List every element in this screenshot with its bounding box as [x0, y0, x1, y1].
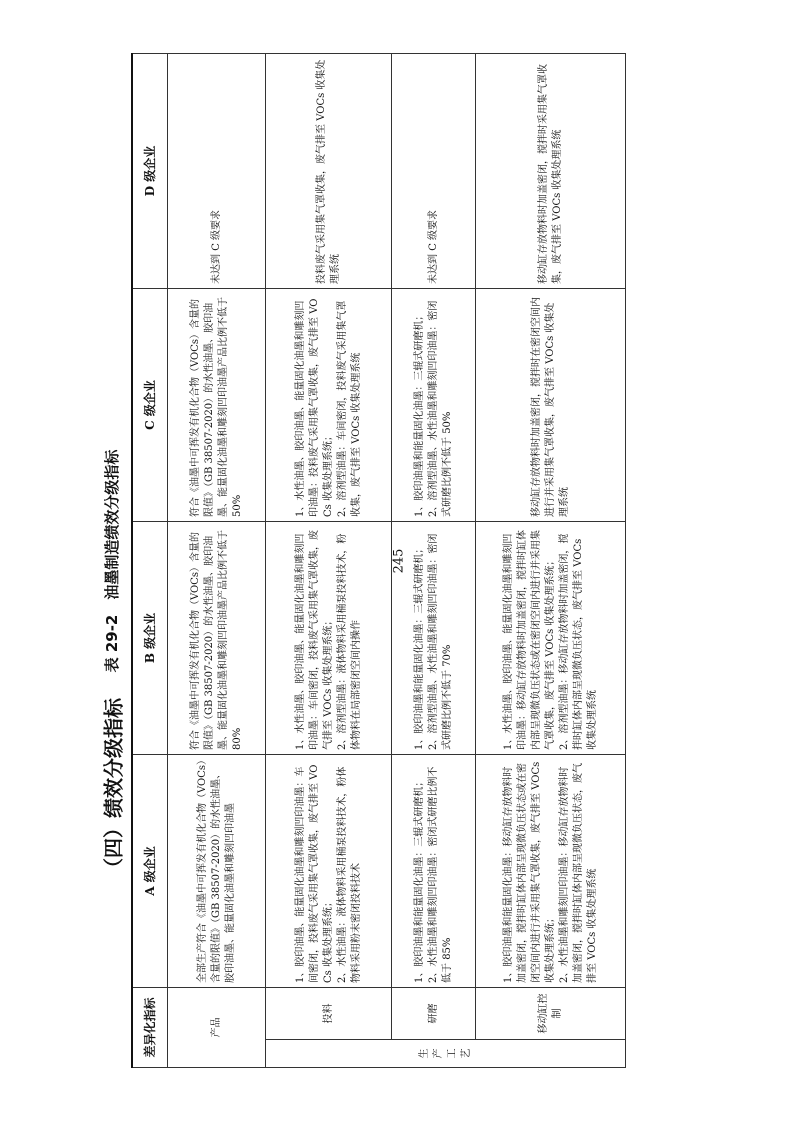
- table-caption: 表 29-2 油墨制造绩效分级指标: [102, 449, 121, 673]
- header-a: A 级企业: [132, 754, 168, 987]
- cell-b: 1、水性油墨、胶印油墨、能量固化油墨和雕刻凹印油墨：移动缸存放物料时加盖密闭，搅拌时缸体内部呈现微负压状态或在密闭空间内进行并采用集气罩收集，废气排至 VOCs 收集处理系统； 2、溶剂型油墨：移动缸存放物料时加盖密闭，搅拌时缸体内部呈现微负压状态，废气排至 VOCs 收集处理系统: [475, 521, 625, 754]
- row-sub-grinding: 研磨: [391, 987, 475, 1039]
- cell-c: 移动缸存放物料时加盖密闭，搅拌时在密闭空间内进行并采用集气罩收集，废气排至 VOCs 收集处理系统: [475, 288, 625, 521]
- cell-c: 1、水性油墨、胶印油墨、能量固化油墨和雕刻凹印油墨：投料废气采用集气罩收集，废气排至 VOCs 收集处理系统； 2、溶剂型油墨：车间密闭，投料废气采用集气罩收集，废气排至 VOCs 收集处理系统: [265, 288, 391, 521]
- performance-grading-table: [131, 53, 626, 1068]
- table-row: [265, 53, 391, 1067]
- header-indicator: 差异化指标: [132, 987, 168, 1067]
- row-sub-feeding: 投料: [265, 987, 391, 1039]
- cell-d: 未达到 C 级要求: [391, 53, 475, 288]
- header-row: [132, 53, 168, 1067]
- row-category-process: 生产工艺: [265, 1040, 625, 1068]
- cell-a: 1、胶印油墨和能量固化油墨：移动缸存放物料时加盖密闭，搅拌时缸体内部呈现微负压状态或在密闭空间内进行并采用集气罩收集，废气排至 VOCs 收集处理系统； 2、水性油墨和雕刻凹印油墨：移动缸存放物料时加盖密闭，搅拌时缸体内部呈现微负压状态，废气排至 VOCs 收集处理系统: [475, 754, 625, 987]
- header-b: B 级企业: [132, 521, 168, 754]
- cell-d: 移动缸存放物料时加盖密闭，搅拌时采用集气罩收集，废气排至 VOCs 收集处理系统: [475, 53, 625, 288]
- cell-a: 1、胶印油墨、能量固化油墨和雕刻凹印油墨：车间密闭，投料废气采用集气罩收集，废气排至 VOCs 收集处理系统； 2、水性油墨：液体物料采用桶泵投料技术，粉体物料采用粉末密闭投料技术: [265, 754, 391, 987]
- cell-b: 1、胶印油墨和能量固化油墨：三辊式研磨机； 2、溶剂型油墨、水性油墨和雕刻凹印油墨：密闭式研磨比例不低于 70%: [391, 521, 475, 754]
- table-row: [391, 53, 475, 1067]
- row-sub-mobile-tank: 移动缸控制: [475, 987, 625, 1039]
- cell-c: 1、胶印油墨和能量固化油墨：三辊式研磨机； 2、溶剂型油墨、水性油墨和雕刻凹印油墨：密闭式研磨比例不低于 50%: [391, 288, 475, 521]
- cell-c: 符合《油墨中可挥发有机化合物（VOCs）含量的限值》（GB 38507-2020）的水性油墨、胶印油墨、能量固化油墨和雕刻凹印油墨产品比例不低于 50%: [167, 288, 265, 521]
- rotated-table-area: [97, 54, 697, 1068]
- cell-a: 1、胶印油墨和能量固化油墨：三辊式研磨机； 2、水性油墨和雕刻凹印油墨：密闭式研磨比例不低于 85%: [391, 754, 475, 987]
- cell-d: 未达到 C 级要求: [167, 53, 265, 288]
- section-title: （四）绩效分级指标: [101, 698, 126, 878]
- cell-b: 符合《油墨中可挥发有机化合物（VOCs）含量的限值》（GB 38507-2020）的水性油墨、胶印油墨、能量固化油墨和雕刻凹印油墨产品比例不低于 80%: [167, 521, 265, 754]
- header-c: C 级企业: [132, 288, 168, 521]
- cell-b: 1、水性油墨、胶印油墨、能量固化油墨和雕刻凹印油墨：车间密闭，投料废气采用集气罩收集，废气排至 VOCs 收集处理系统； 2、溶剂型油墨：液体物料采用桶泵投料技术，粉体物料在局部密闭空间内操作: [265, 521, 391, 754]
- row-category-product: 产品: [167, 987, 265, 1067]
- cell-a: 全部生产符合《油墨中可挥发有机化合物（VOCs）含量的限值》（GB 38507-2020）的水性油墨、胶印油墨、能量固化油墨和雕刻凹印油墨: [167, 754, 265, 987]
- header-d: D 级企业: [132, 53, 168, 288]
- table-row: [475, 53, 625, 1067]
- page-number: 245: [391, 548, 407, 574]
- cell-d: 投料废气采用集气罩收集，废气排至 VOCs 收集处理系统: [265, 53, 391, 288]
- table-row: [167, 53, 265, 1067]
